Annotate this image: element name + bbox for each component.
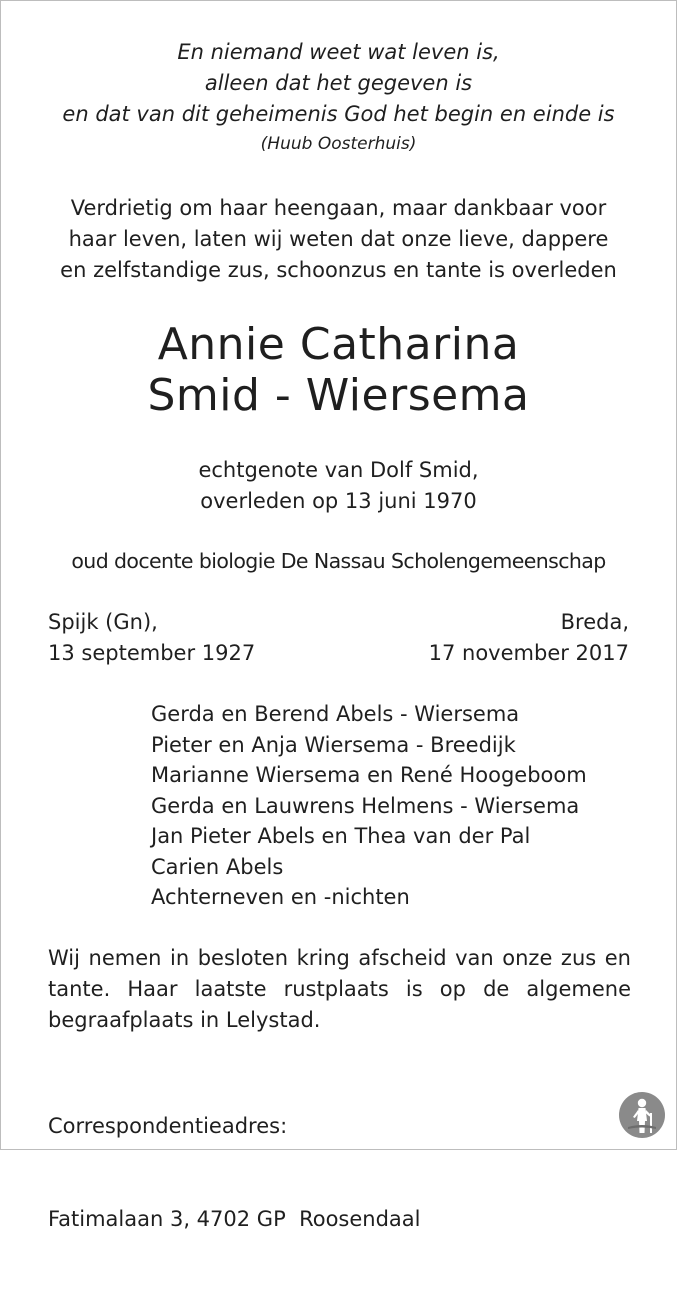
intro-line: Verdrietig om haar heengaan, maar dankbaar voor bbox=[70, 196, 607, 220]
closing-text: Wij nemen in besloten kring afscheid van onze zus en tante. Haar laatste rustplaats is op de algemene begraafplaats in Lelystad. bbox=[48, 946, 631, 1032]
family-member: Marianne Wiersema en René Hoogeboom bbox=[151, 763, 587, 787]
family-member: Gerda en Berend Abels - Wiersema bbox=[151, 702, 520, 726]
deceased-surname: Smid - Wiersema bbox=[147, 370, 530, 421]
birth-info bbox=[48, 607, 255, 669]
spouse-line: overleden op 13 juni 1970 bbox=[200, 489, 477, 513]
poem-line: alleen dat het gegeven is bbox=[204, 71, 473, 95]
death-place: Breda, bbox=[560, 610, 629, 634]
life-dates bbox=[48, 607, 629, 669]
intro-line: haar leven, laten wij weten dat onze lieve, dappere bbox=[68, 227, 609, 251]
intro-text bbox=[1, 193, 676, 286]
family-member: Jan Pieter Abels en Thea van der Pal bbox=[151, 824, 531, 848]
spouse-info bbox=[1, 455, 676, 517]
family-member: Carien Abels bbox=[151, 854, 284, 879]
poem-line: En niemand weet wat leven is, bbox=[177, 40, 500, 64]
deceased-name bbox=[1, 319, 676, 421]
birth-date: 13 september 1927 bbox=[48, 641, 256, 665]
family-member: Gerda en Lauwrens Helmens - Wiersema bbox=[151, 793, 580, 818]
death-info bbox=[429, 607, 629, 669]
poem-author: (Huub Oosterhuis) bbox=[260, 134, 417, 154]
address-value: Fatimalaan 3, 4702 GP Roosendaal bbox=[48, 1207, 421, 1231]
family-member: Pieter en Anja Wiersema - Breedijk bbox=[151, 732, 516, 757]
spouse-line: echtgenote van Dolf Smid, bbox=[198, 458, 479, 482]
death-date: 17 november 2017 bbox=[428, 641, 629, 665]
family-member: Achterneven en -nichten bbox=[151, 885, 410, 909]
family-list bbox=[151, 699, 587, 913]
intro-line: en zelfstandige zus, schoonzus en tante is overleden bbox=[60, 258, 617, 282]
address-label: Correspondentieadres: bbox=[48, 1114, 288, 1138]
correspondence-address bbox=[48, 1049, 421, 1297]
poem bbox=[1, 37, 676, 158]
deceased-first-names: Annie Catharina bbox=[157, 319, 520, 370]
occupation: oud docente biologie De Nassau Scholengemeenschap bbox=[71, 549, 606, 573]
poem-line: en dat van dit geheimenis God het begin en einde is bbox=[62, 102, 615, 126]
mourning-figure-icon bbox=[618, 1091, 666, 1139]
birth-place: Spijk (Gn), bbox=[48, 610, 158, 634]
